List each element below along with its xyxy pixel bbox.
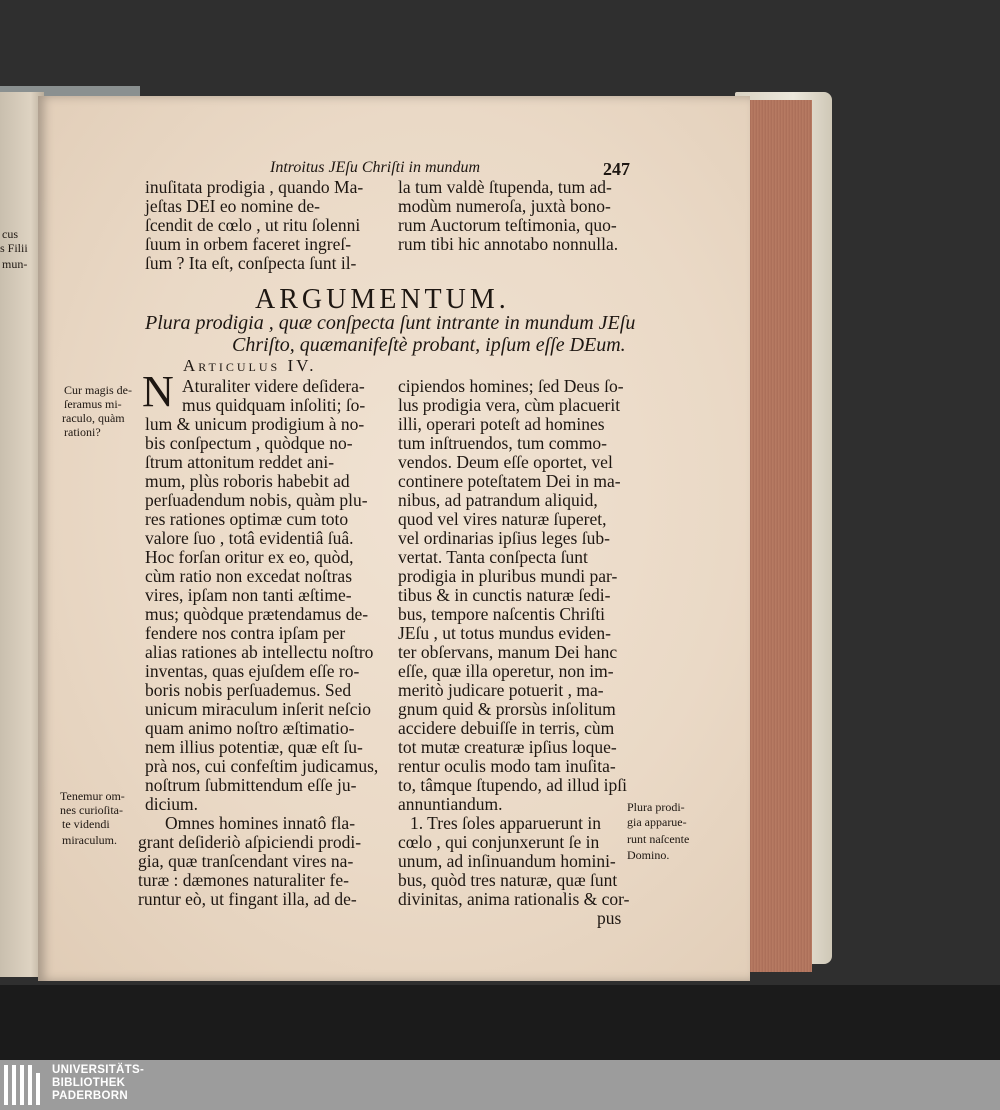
text-line: ter obſervans, manum Dei hanc <box>398 642 618 662</box>
text-line: inuſitata prodigia , quando Ma- <box>145 177 364 197</box>
background-dark <box>0 985 1000 1060</box>
text-line: cùm ratio non excedat noſtras <box>145 566 353 586</box>
margin-note-line: runt naſcente <box>627 832 690 846</box>
text-line: to, tâmque ſtupendo, ad illud ipſi <box>398 775 627 795</box>
logo-line: UNIVERSITÄTS- <box>52 1064 145 1076</box>
text-line: ſum ? Ita eſt, conſpecta ſunt il- <box>145 253 357 273</box>
text-line: fendere nos contra ipſam per <box>145 623 346 643</box>
text-line: runtur eò, ut fingant illa, ad de- <box>138 889 357 909</box>
text-line: illi, operari poteſt ad homines <box>398 414 605 434</box>
text-line: unicum miraculum inſerit neſcio <box>145 699 371 719</box>
text-line: ſuum in orbem faceret ingreſ- <box>145 234 352 254</box>
margin-note-line: Domino. <box>627 848 670 862</box>
text-line: JEſu , ut totus mundus eviden- <box>398 623 611 643</box>
text-line: mus quidquam inſoliti; ſo- <box>182 395 366 415</box>
text-line: valore ſuo , totâ evidentiâ ſuâ. <box>145 528 354 548</box>
text-line: gnum quid & prorsùs inſolitum <box>398 699 616 719</box>
margin-note-line: Tenemur om- <box>60 789 125 803</box>
text-line: tum inſtruendos, tum commo- <box>398 433 608 453</box>
subheading-line: Chriſto, quæmanifeſtè probant, ipſum eſſe DEum. <box>232 334 626 356</box>
text-line: lus prodigia vera, cùm placuerit <box>398 395 621 415</box>
text-line: ſcendit de cœlo , ut ritu ſolenni <box>145 215 361 235</box>
text-line: turæ : dæmones naturaliter fe- <box>138 870 349 890</box>
text-line: nem illius potentiæ, quæ eſt ſu- <box>145 737 363 757</box>
text-line: bus, tempore naſcentis Chriſti <box>398 604 606 624</box>
text-line: Aturaliter videre deſidera- <box>182 376 365 396</box>
text-line: accidere debuiſſe in terris, cùm <box>398 718 615 738</box>
text-line: mus; quòdque prætendamus de- <box>145 604 369 624</box>
margin-note-line: gia apparue- <box>627 815 687 829</box>
page-fore-edge <box>742 100 812 972</box>
text-line: eſſe, quæ illa operetur, non im- <box>398 661 614 681</box>
text-line: rentur oculis modo tam inuſita- <box>398 756 616 776</box>
margin-note-line: ſeramus mi- <box>64 397 122 411</box>
text-line: unum, ad inſinuandum homini- <box>398 851 616 871</box>
running-head: Introitus JEſu Chriſti in mundum <box>270 159 481 176</box>
margin-note-line: Plura prodi- <box>627 800 685 814</box>
section-heading: ARGUMENTUM. <box>255 284 510 315</box>
text-line: vertat. Tanta conſpecta ſunt <box>398 547 588 567</box>
text-line: continere poteſtatem Dei in ma- <box>398 471 621 491</box>
text-line: bus, quòd tres naturæ, quæ ſunt <box>398 870 618 890</box>
text-line: tibus & in cunctis naturæ ſedi- <box>398 585 611 605</box>
text-line: tot mutæ creaturæ ipſius loque- <box>398 737 617 757</box>
text-line: boris nobis perſuademus. Sed <box>145 680 352 700</box>
drop-cap: N <box>142 367 174 416</box>
text-line: jeſtas DEI eo nomine de- <box>145 196 320 216</box>
text-line: alias rationes ab intellectu noſtro <box>145 642 374 662</box>
catchword: pus <box>597 908 622 928</box>
margin-note-line: Cur magis de- <box>64 383 132 397</box>
text-line: bis conſpectum , quòdque no- <box>145 433 353 453</box>
text-line: divinitas, anima rationalis & cor- <box>398 889 630 909</box>
text-line: inventas, quas ejuſdem eſſe ro- <box>145 661 360 681</box>
library-logo-icon <box>4 1065 46 1105</box>
text-line: cipiendos homines; ſed Deus ſo- <box>398 376 624 396</box>
margin-note-line: raculo, quàm <box>62 411 125 425</box>
text-line: ſtrum attonitum reddet ani- <box>145 452 335 472</box>
text-line: rum Auctorum teſtimonia, quo- <box>398 215 617 235</box>
text-line: annuntiandum. <box>398 794 503 814</box>
facing-fragment: s Filii <box>0 241 28 255</box>
text-line: Hoc forſan oritur ex eo, quòd, <box>145 547 354 567</box>
text-line: vendos. Deum eſſe oportet, vel <box>398 452 613 472</box>
text-line: rum tibi hic annotabo nonnulla. <box>398 234 619 254</box>
facing-fragment: cus <box>2 227 18 241</box>
margin-note-line: rationi? <box>64 425 101 439</box>
library-footer <box>0 1060 1000 1110</box>
page-number: 247 <box>603 159 630 179</box>
text-line: 1. Tres ſoles apparuerunt in <box>410 813 602 833</box>
margin-note-line: te videndi <box>62 817 110 831</box>
facing-fragment: mun- <box>2 257 28 271</box>
text-line: Omnes homines innatô fla- <box>165 813 356 833</box>
text-line: quod vel vires naturæ ſuperet, <box>398 509 607 529</box>
text-line: grant deſideriò aſpiciendi prodi- <box>138 832 362 852</box>
text-line: prà nos, cui confeſtim judicamus, <box>145 756 379 776</box>
logo-line: PADERBORN <box>52 1090 128 1102</box>
text-line: vel ordinarias ipſius leges ſub- <box>398 528 610 548</box>
logo-line: BIBLIOTHEK <box>52 1077 126 1089</box>
subheading-line: Plura prodigia , quæ conſpecta ſunt intrante in mundum JEſu <box>145 312 636 334</box>
text-line: noſtrum ſubmittendum eſſe ju- <box>145 775 357 795</box>
text-line: vires, ipſam non tanti æſtime- <box>145 585 352 605</box>
text-line: prodigia in pluribus mundi par- <box>398 566 618 586</box>
text-line: perſuadendum nobis, quàm plu- <box>145 490 368 510</box>
article-label: Articulus IV. <box>183 356 317 375</box>
library-logo-text[interactable] <box>52 1064 144 1103</box>
text-line: modùm numeroſa, juxtà bono- <box>398 196 611 216</box>
margin-note-line: nes curioſita- <box>60 803 123 817</box>
text-line: quam animo noſtro æſtimatio- <box>145 718 355 738</box>
text-line: cœlo , qui conjunxerunt ſe in <box>398 832 600 852</box>
text-line: gia, quæ tranſcendant vires na- <box>138 851 354 871</box>
text-line: nibus, ad patrandum aliquid, <box>398 490 598 510</box>
text-line: dicium. <box>145 794 198 814</box>
text-line: lum & unicum prodigium à no- <box>145 414 365 434</box>
text-line: la tum valdè ſtupenda, tum ad- <box>398 177 612 197</box>
text-line: meritò judicare potuerit , ma- <box>398 680 604 700</box>
text-line: mum, plùs roboris habebit ad <box>145 471 350 491</box>
text-line: res rationes optimæ cum toto <box>145 509 349 529</box>
margin-note-line: miraculum. <box>62 833 117 847</box>
